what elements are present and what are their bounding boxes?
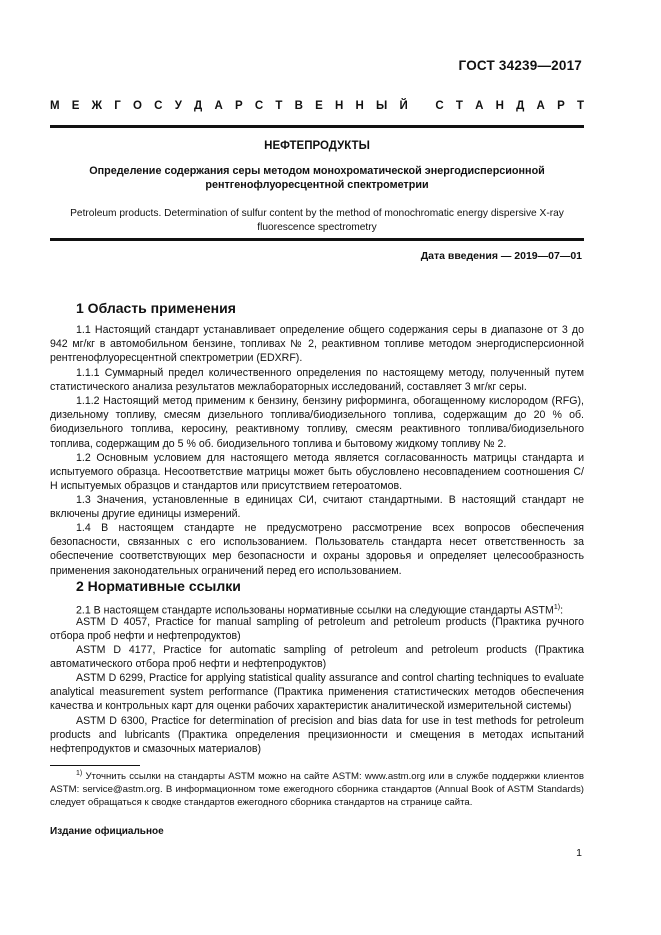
interstate-letter: С [254, 100, 264, 112]
standard-letter: Т [576, 100, 584, 112]
interstate-letter: Д [194, 100, 203, 112]
interstate-letter: О [133, 100, 142, 112]
introduction-date: Дата введения — 2019—07—01 [420, 250, 582, 262]
interstate-letter: В [294, 100, 303, 112]
standard-letter: Т [455, 100, 463, 112]
interstate-letter: Г [114, 100, 121, 112]
standard-letter: А [475, 100, 484, 112]
interstate-letter: Ы [376, 100, 388, 112]
interstate-letter: Р [234, 100, 243, 112]
paragraph-1-1-1: 1.1.1 Суммарный предел количественного определения по настоящему методу, полученный путем статистического анализа результатов межлабораторных исследований, составляет 3 мг/кг серы. [50, 367, 584, 394]
standard-letter: Н [495, 100, 504, 112]
interstate-letter: Й [399, 100, 408, 112]
paragraph-1-1: 1.1 Настоящий стандарт устанавливает определение общего содержания серы в диапазоне от 3 до 942 мг/кг в автомобильном бензине, топливах № 2, реактивном топливе методом энергодисперсионной рентгенофлуоресцентной спектрометрии (EDXRF). [50, 324, 584, 365]
reference-astm-d4177: ASTM D 4177, Practice for automatic sampling of petroleum and petroleum products (Практика автоматического отбора проб нефти и нефтепродуктов) [50, 644, 584, 671]
footnote [50, 767, 584, 809]
document-number: ГОСТ 34239—2017 [458, 58, 582, 73]
footnote-marker: 1) [553, 604, 561, 611]
interstate-letter: А [214, 100, 223, 112]
interstate-letter: Н [334, 100, 344, 112]
footnote-text: Уточнить ссылки на стандарты ASTM можно на сайте ASTM: www.astm.org или в службе поддержки клиентов ASTM: service@astm.org. В информационном томе ежегодного сборника стандартов (Annual Book of ASTM Standards) следует обращаться к сводке стандартов ежегодного сборника стандартов на странице сайта. [50, 771, 584, 809]
paragraph-1-4: 1.4 В настоящем стандарте не предусмотрено рассмотрение всех вопросов обеспечения безопасности, связанных с его использованием. Пользователь стандарта несет ответственность за обеспечение соответствующих мер безопасности и охраны здоровья и определяет целесообразность применения законодательных ограничений перед его использованием. [50, 522, 584, 577]
section-1-heading: 1 Область применения [76, 300, 236, 316]
paragraph-2-1-tail: : [560, 604, 564, 617]
paragraph-1-2: 1.2 Основным условием для настоящего метода является согласованность матрицы стандарта и испытуемого образца. Несоответствие матрицы может быть обусловлено несовпадением соотношения С/Н испытуемых образцов и стандартов или присутствием гетероатомов. [50, 452, 584, 493]
interstate-letter: Н [355, 100, 364, 112]
paragraph-2-1-text: 2.1 В настоящем стандарте использованы нормативные ссылки на следующие стандарты ASTM [76, 604, 554, 617]
interstate-letter: У [174, 100, 182, 112]
standard-letter: А [536, 100, 545, 112]
interstate-letter: Е [315, 100, 323, 112]
paragraph-1-3: 1.3 Значения, установленные в единицах СИ, считают стандартными. В настоящий стандарт не включены другие единицы измерений. [50, 494, 584, 521]
reference-astm-d4057: ASTM D 4057, Practice for manual sampling of petroleum and petroleum products (Практика ручного отбора проб нефти и нефтепродуктов) [50, 616, 584, 643]
interstate-letter: М [50, 100, 60, 112]
footnote-divider [50, 765, 140, 766]
interstate-letter: Ж [91, 100, 103, 112]
reference-astm-d6299: ASTM D 6299, Practice for applying statistical quality assurance and control charting techniques to evaluate analytical measurement system performance (Практика применения статистических методов обеспечения качества и контрольных карт для оценки рабочих характеристик аналитической измерительной системы) [50, 672, 584, 713]
document-subtitle: Определение содержания серы методом монохроматической энергодисперсионной рентгенофлуоресцентной спектрометрии [89, 165, 545, 191]
standard-letter: С [435, 100, 444, 112]
reference-astm-d6300: ASTM D 6300, Practice for determination of precision and bias data for use in test methods for petroleum products and lubricants (Практика определения прецизионности и смещения в методах испытаний нефтепродуктов и смазочных материалов) [50, 715, 584, 756]
title-divider [50, 238, 584, 241]
interstate-letter: Т [275, 100, 283, 112]
word-gap [420, 100, 423, 112]
interstate-letter: Е [71, 100, 80, 112]
page-number: 1 [576, 847, 582, 859]
standard-letter: Д [516, 100, 525, 112]
footnote-number: 1) [76, 770, 83, 777]
english-title: Petroleum products. Determination of sulfur content by the method of monochromatic energy dispersive X-ray fluorescence spectrometry [70, 208, 564, 233]
standard-letter: Р [557, 100, 565, 112]
interstate-standard-heading [50, 100, 584, 112]
document-title: НЕФТЕПРОДУКТЫ [264, 140, 370, 152]
top-divider [50, 125, 584, 128]
official-edition-label: Издание официальное [50, 826, 164, 837]
paragraph-1-1-2: 1.1.2 Настоящий метод применим к бензину, бензину риформинга, обогащенному кислородом (RFG), дизельному топливу, смесям дизельного топлива/биодизельного топлива, содержащим до 20 % об. биодизельного топлива, керосину, реактивному топливу, смесям реактивного топлива/биодизельного топлива, содержащим до 5 % об. биодизельного топлива и бытовому жидкому топливу № 2. [50, 395, 584, 450]
interstate-letter: С [154, 100, 163, 112]
section-2-heading: 2 Нормативные ссылки [76, 578, 241, 594]
